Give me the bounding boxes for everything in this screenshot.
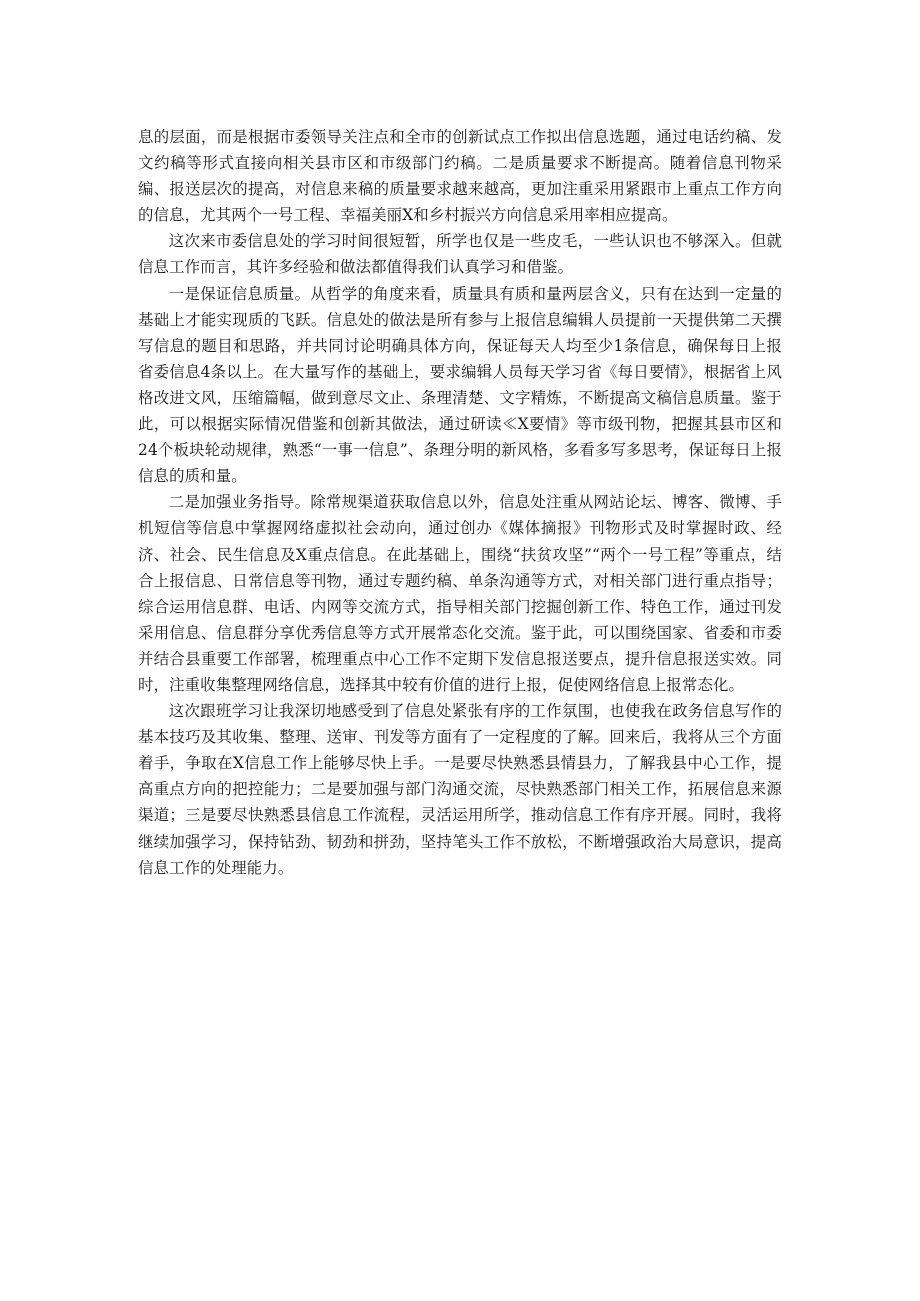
- paragraph-study-reflection: 这次来市委信息处的学习时间很短暂，所学也仅是一些皮毛，一些认识也不够深入。但就信息工作而言，其许多经验和做法都值得我们认真学习和借鉴。: [138, 232, 782, 277]
- paragraph-conclusion: 这次跟班学习让我深切地感受到了信息处紧张有序的工作氛围，也使我在政务信息写作的基本技巧及其收集、整理、送审、刊发等方面有了一定程度的了解。回来后，我将从三个方面着手，争取在X信息工作上能够尽快上手。一是要尽快熟悉县情县力，了解我县中心工作，提高重点方向的把控能力；二是要加强与部门沟通交流，尽快熟悉部门相关工作，拓展信息来源渠道；三是要尽快熟悉县信息工作流程，灵活运用所学，推动信息工作有序开展。同时，我将继续加强学习，保持钻劲、韧劲和拼劲，坚持笔头工作不放松，不断增强政治大局意识，提高信息工作的处理能力。: [138, 702, 782, 877]
- paragraph-continuation: 息的层面，而是根据市委领导关注点和全市的创新试点工作拟出信息选题，通过电话约稿、发文约稿等形式直接向相关县市区和市级部门约稿。二是质量要求不断提高。随着信息刊物采编、报送层次的提高，对信息来稿的质量要求越来越高，更加注重采用紧跟市上重点工作方向的信息，尤其两个一号工程、幸福美丽X和乡村振兴方向信息采用率相应提高。: [138, 128, 782, 225]
- paragraph-info-quality: 一是保证信息质量。从哲学的角度来看，质量具有质和量两层含义，只有在达到一定量的基础上才能实现质的飞跃。信息处的做法是所有参与上报信息编辑人员提前一天提供第二天撰写信息的题目和思路，并共同讨论明确具体方向，保证每天人均至少1条信息，确保每日上报省委信息4条以上。在大量写作的基础上，要求编辑人员每天学习省《每日要情》，根据省上风格改进文风，压缩篇幅，做到意尽文止、条理清楚、文字精炼，不断提高文稿信息质量。鉴于此，可以根据实际情况借鉴和创新其做法，通过研读≪X要情》等市级刊物，把握其县市区和24个板块轮动规律，熟悉“一事一信息”、条理分明的新风格，多看多写多思考，保证每日上报信息的质和量。: [138, 284, 782, 486]
- document-body: [138, 124, 782, 881]
- paragraph-business-guidance: 二是加强业务指导。除常规渠道获取信息以外，信息处注重从网站论坛、博客、微博、手机短信等信息中掌握网络虚拟社会动向，通过创办《媒体摘报》刊物形式及时掌握时政、经济、社会、民生信息及X重点信息。在此基础上，围绕“扶贫攻坚”“两个一号工程”等重点，结合上报信息、日常信息等刊物，通过专题约稿、单条沟通等方式，对相关部门进行重点指导；综合运用信息群、电话、内网等交流方式，指导相关部门挖掘创新工作、特色工作，通过刊发采用信息、信息群分享优秀信息等方式开展常态化交流。鉴于此，可以围绕国家、省委和市委并结合县重要工作部署，梳理重点中心工作不定期下发信息报送要点，提升信息报送实效。同时，注重收集整理网络信息，选择其中较有价值的进行上报，促使网络信息上报常态化。: [138, 493, 782, 694]
